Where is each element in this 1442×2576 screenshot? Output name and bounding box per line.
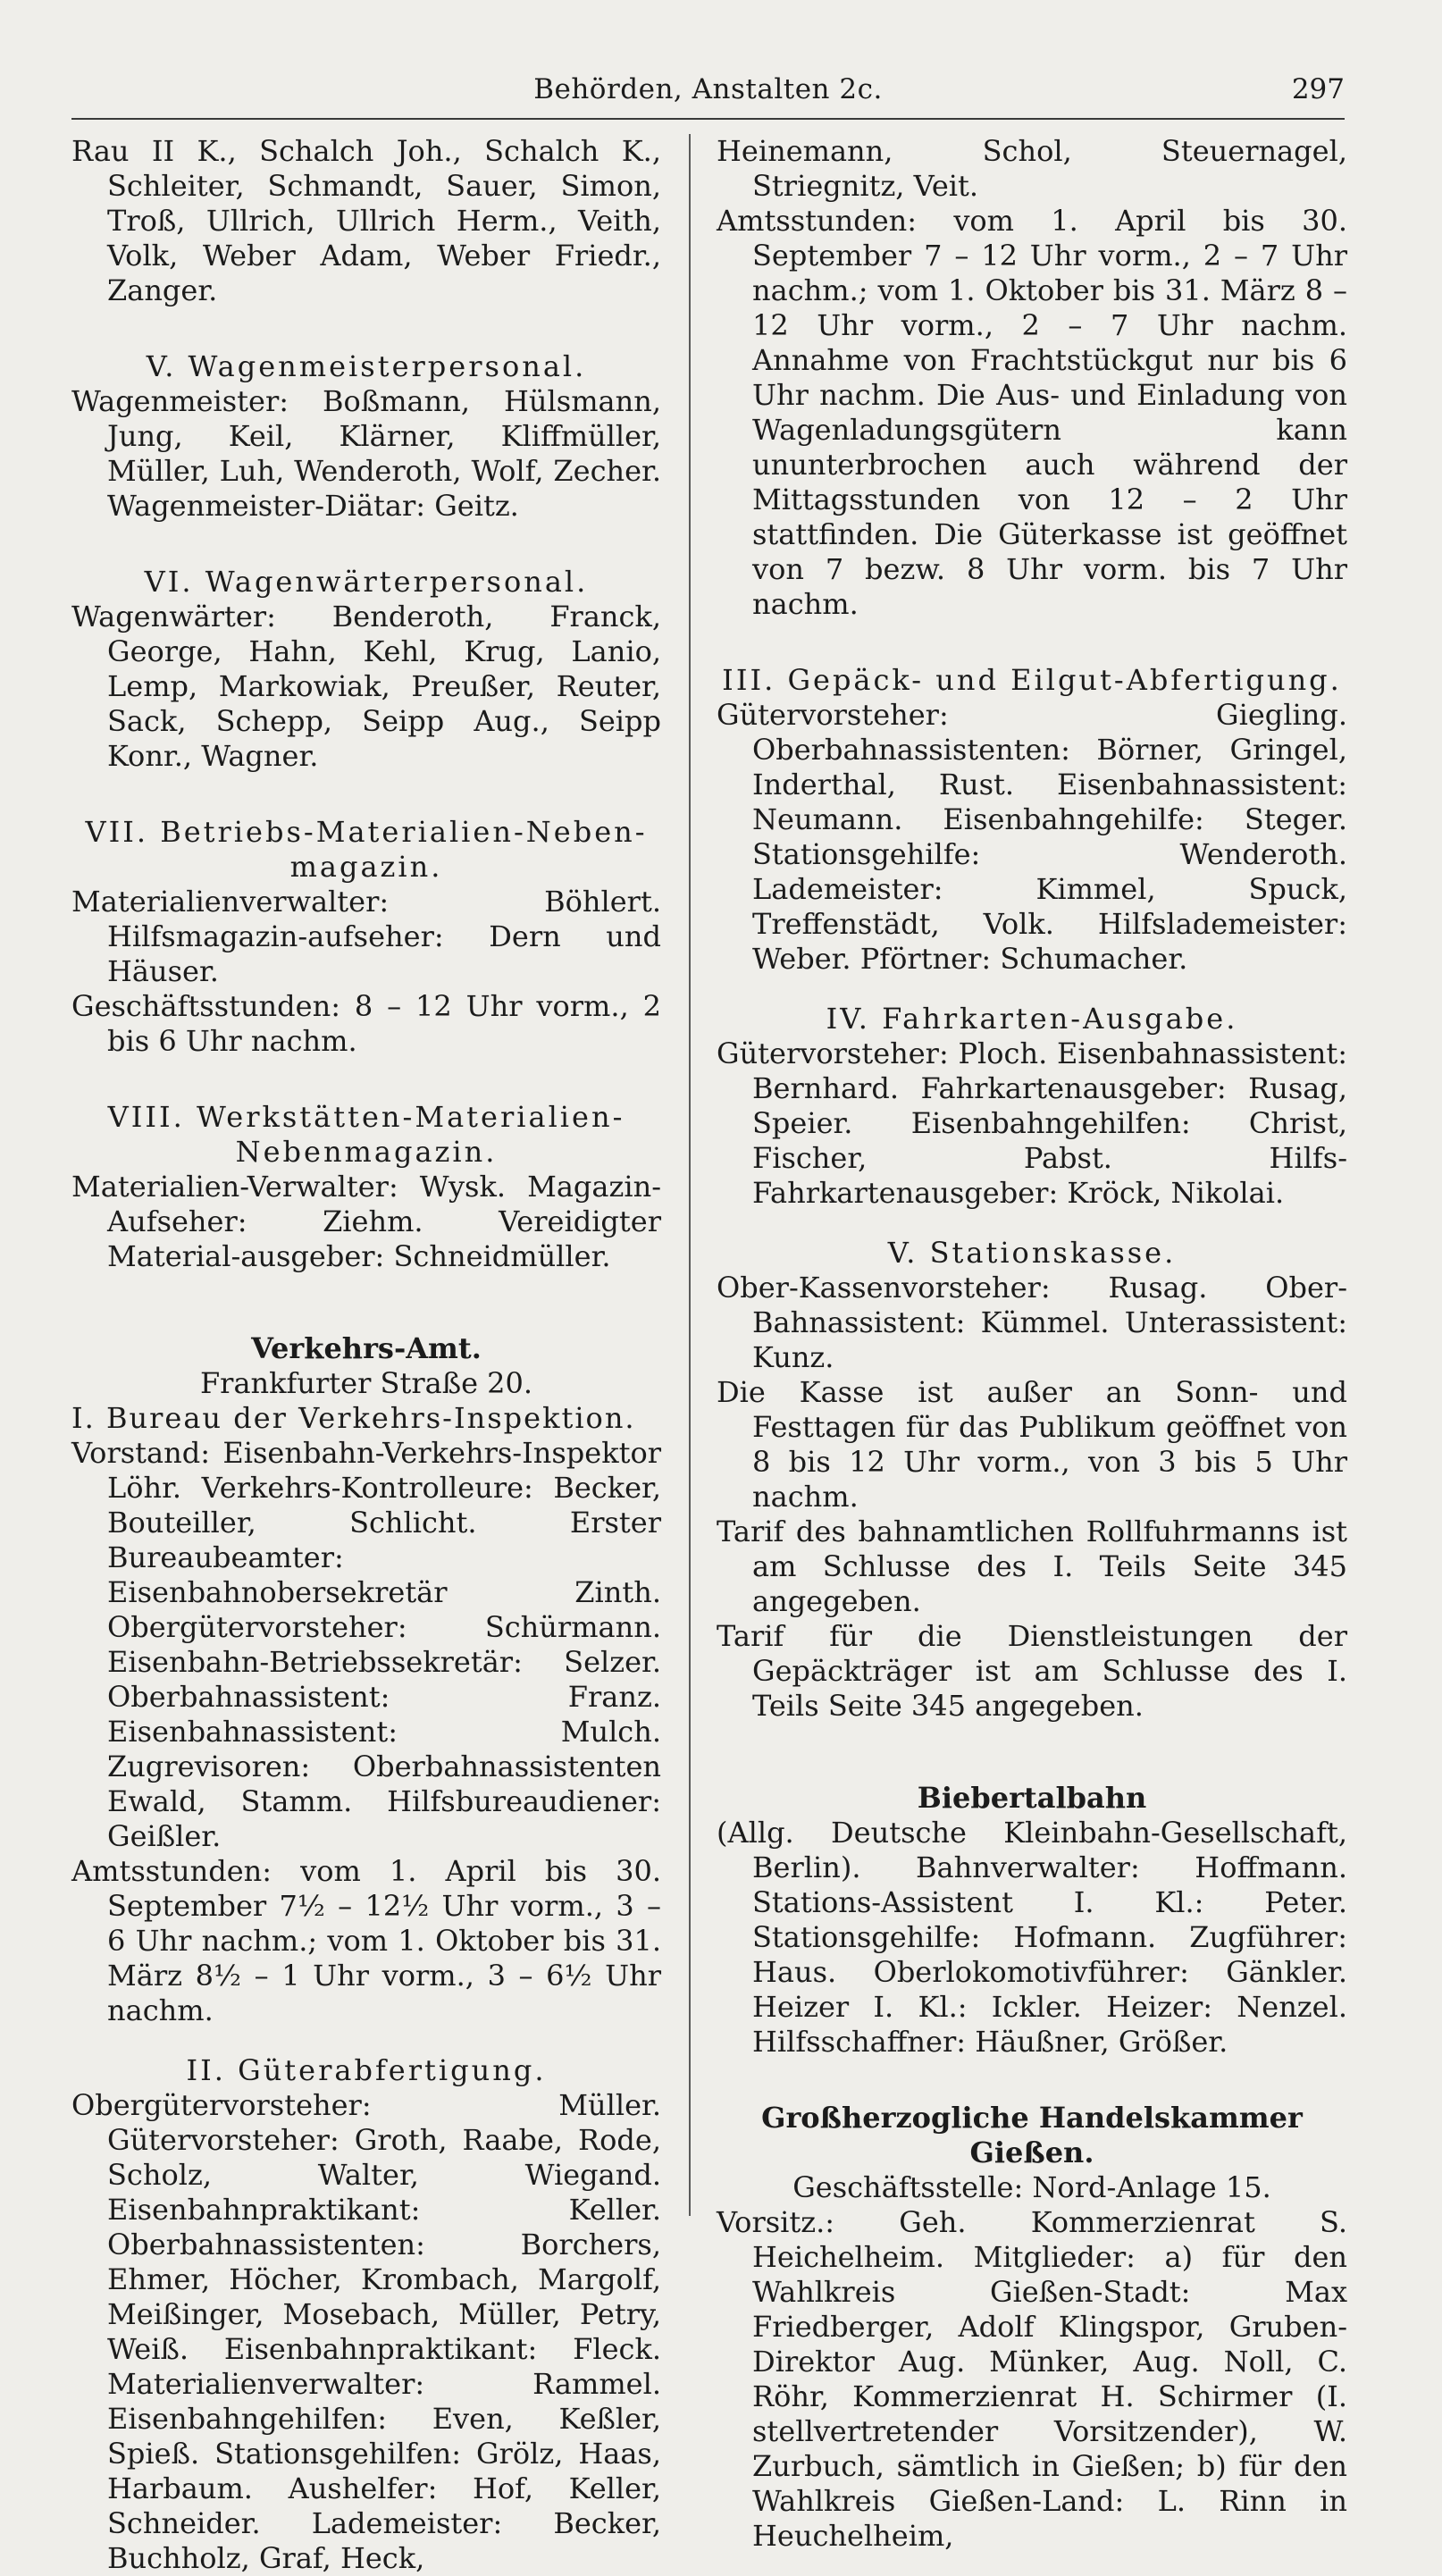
section-heading-v-kasse: V. Stationskasse. [887,1236,1177,1270]
section-heading-i: I. Bureau der Verkehrs-Inspektion. [71,1401,636,1435]
running-header [71,64,1345,120]
gepaeck-paragraph: Gütervorsteher: Giegling. Oberbahnassistenten: Börner, Gringel, Inderthal, Rust. Eisenbahnassistent: Neumann. Eisenbahngehilfe: Steger. Stationsgehilfe: Wenderoth. Lademeister: Kimmel, Spuck, Treffenstädt, Volk. Hilfslademeister: Weber. Pförtner: Schumacher. [717,698,1347,976]
amtsstunden-gueter-paragraph: Amtsstunden: vom 1. April bis 30. September 7 – 12 Uhr vorm., 2 – 7 Uhr nachm.; vom 1. Oktober bis 31. März 8 – 12 Uhr vorm., 2 – 7 Uhr nachm. Annahme von Frachtstückgut nur bis 6 Uhr nachm. Die Aus- und Einladung von Wagenladungsgütern kann ununterbrochen auch während der Mittagsstunden von 12 – 2 Uhr stattfinden. Die Güterkasse ist geöffnet von 7 bezw. 8 Uhr vorm. bis 7 Uhr nachm. [717,204,1347,621]
continued-list: Rau II K., Schalch Joh., Schalch K., Schleiter, Schmandt, Sauer, Simon, Troß, Ullrich, Ullrich Herm., Veith, Volk, Weber Adam, Weber Friedr., Zanger. [71,134,661,307]
right-column [717,134,1347,2554]
section-heading-viii-line1: VIII. Werkstätten-Materialien- [107,1100,625,1134]
section-heading-iii: III. Gepäck- und Eilgut-Abfertigung. [722,663,1342,697]
biebertalbahn-paragraph: (Allg. Deutsche Kleinbahn-Gesellschaft, Berlin). Bahnverwalter: Hoffmann. Stations-Assistent I. Kl.: Peter. Stationsgehilfe: Hofmann. Zugführer: Haus. Oberlokomotivführer: Gänkler. Heizer I. Kl.: Ickler. Heizer: Nenzel. Hilfsschaffner: Häußner, Größer. [717,1816,1347,2059]
verkehrsamt-address: Frankfurter Straße 20. [199,1366,533,1400]
section-heading-ii: II. Güterabfertigung. [186,2053,547,2087]
gueterabfertigung-paragraph: Obergütervorsteher: Müller. Gütervorsteher: Groth, Raabe, Rode, Scholz, Walter, Wiegand. Eisenbahnpraktikant: Keller. Oberbahnassistenten: Borchers, Ehmer, Höcher, Krombach, Margolf, Meißinger, Mosebach, Müller, Petry, Weiß. Eisenbahnpraktikant: Fleck. Materialienverwalter: Rammel. Eisenbahngehilfen: Even, Keßler, Spieß. Stationsgehilfen: Grölz, Haas, Harbaum. Aushelfer: Hof, Keller, Schneider. Lademeister: Becker, Buchholz, Graf, Heck, [71,2088,661,2575]
section-heading-vii-line2: magazin. [289,850,443,884]
amtsstunden-paragraph: Amtsstunden: vom 1. April bis 30. September 7½ – 12½ Uhr vorm., 3 – 6 Uhr nachm.; vom 1. Oktober bis 31. März 8½ – 1 Uhr vorm., 3 – 6½ Uhr nachm. [71,1854,661,2027]
handelskammer-address: Geschäftsstelle: Nord-Anlage 15. [792,2170,1271,2204]
section-heading-v: V. Wagenmeisterpersonal. [146,349,587,383]
werkstaetten-paragraph: Materialien-Verwalter: Wysk. Magazin-Aufseher: Ziehm. Vereidigter Material-ausgeber: Schneidmüller. [71,1170,661,1273]
tarif-gepaecktraeger-paragraph: Tarif für die Dienstleistungen der Gepäckträger ist am Schlusse des I. Teils Seite 345 angegeben. [717,1619,1347,1723]
section-heading-vi: VI. Wagenwärterpersonal. [144,565,589,599]
handelskammer-title: Großherzogliche Handelskammer Gießen. [761,2101,1303,2169]
running-title: Behörden, Anstalten 2c. [533,73,883,105]
fahrkarten-paragraph: Gütervorsteher: Ploch. Eisenbahnassistent: Bernhard. Fahrkartenausgeber: Rusag, Speier. Eisenbahngehilfen: Christ, Fischer, Pabst. Hilfs-Fahrkartenausgeber: Kröck, Nikolai. [717,1036,1347,1210]
wagenmeister-paragraph: Wagenmeister: Boßmann, Hülsmann, Jung, Keil, Klärner, Kliffmüller, Müller, Luh, Wenderoth, Wolf, Zecher. Wagenmeister-Diätar: Geitz. [71,384,661,523]
section-heading-viii-line2: Nebenmagazin. [235,1135,498,1169]
left-column [71,134,661,2576]
stationskasse-paragraph: Ober-Kassenvorsteher: Rusag. Ober-Bahnassistent: Kümmel. Unterassistent: Kunz. [717,1271,1347,1374]
section-heading-vii-line1: VII. Betriebs-Materialien-Neben- [85,815,648,849]
materialien-paragraph: Materialienverwalter: Böhlert. Hilfsmagazin-aufseher: Dern und Häuser. [71,885,661,988]
page-number: 297 [1291,73,1345,105]
column-divider [689,134,691,2216]
tarif-rollfuhr-paragraph: Tarif des bahnamtlichen Rollfuhrmanns ist am Schlusse des I. Teils Seite 345 angegeben. [717,1515,1347,1618]
wagenwaerter-paragraph: Wagenwärter: Benderoth, Franck, George, Hahn, Kehl, Krug, Lanio, Lemp, Markowiak, Preußer, Reuter, Sack, Schepp, Seipp Aug., Seipp Konr., Wagner. [71,600,661,773]
geschaeftsstunden-paragraph: Geschäftsstunden: 8 – 12 Uhr vorm., 2 bis 6 Uhr nachm. [71,989,661,1058]
section-heading-iv: IV. Fahrkarten-Ausgabe. [826,1002,1238,1036]
verkehrsamt-title: Verkehrs-Amt. [251,1331,482,1365]
handelskammer-paragraph: Vorsitz.: Geh. Kommerzienrat S. Heichelheim. Mitglieder: a) für den Wahlkreis Gießen-Stadt: Max Friedberger, Adolf Klingspor, Gruben-Direktor Aug. Münker, Aug. Noll, C. Röhr, Kommerzienrat H. Schirmer (I. stellvertretender Vorsitzender), W. Zurbuch, sämtlich in Gießen; b) für den Wahlkreis Gießen-Land: L. Rinn in Heuchelheim, [717,2205,1347,2553]
biebertalbahn-title: Biebertalbahn [917,1781,1147,1815]
inspektion-paragraph: Vorstand: Eisenbahn-Verkehrs-Inspektor Löhr. Verkehrs-Kontrolleure: Becker, Bouteiller, Schlicht. Erster Bureaubeamter: Eisenbahnobersekretär Zinth. Obergütervorsteher: Schürmann. Eisenbahn-Betriebssekretär: Selzer. Oberbahnassistent: Franz. Eisenbahnassistent: Mulch. Zugrevisoren: Oberbahnassistenten Ewald, Stamm. Hilfsbureaudiener: Geißler. [71,1436,661,1853]
kasse-hours-paragraph: Die Kasse ist außer an Sonn- und Festtagen für das Publikum geöffnet von 8 bis 12 Uhr vorm., von 3 bis 5 Uhr nachm. [717,1375,1347,1514]
continued-names: Heinemann, Schol, Steuernagel, Striegnitz, Veit. [717,134,1347,203]
